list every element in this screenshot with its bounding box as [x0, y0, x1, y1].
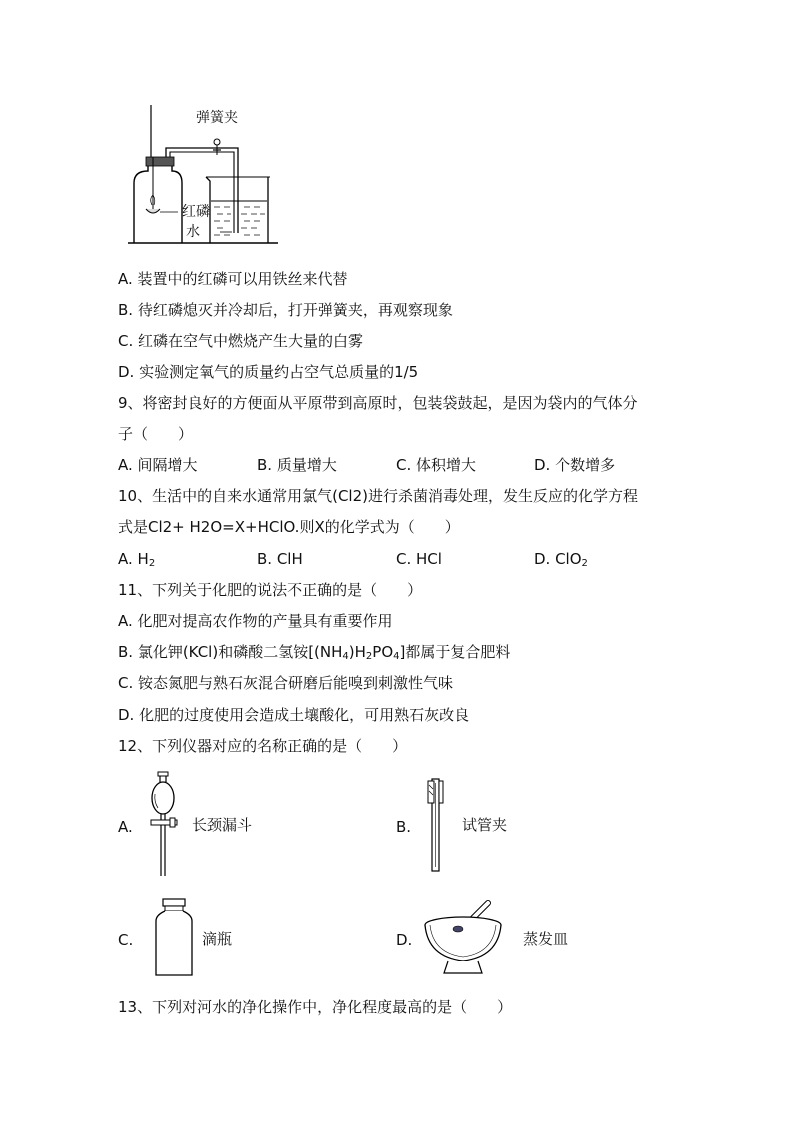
q9-option-b: B. 质量增大	[257, 456, 337, 474]
q11-option-b: B. 氯化钾(KCl)和磷酸二氢铵$[(NH_4)H_2PO_4]$都属于复合肥料	[118, 643, 511, 662]
label-red-phosphorus: 红磷	[182, 204, 210, 220]
q8-option-d: D. 实验测定氧气的质量约占空气总质量的1/5	[118, 363, 419, 381]
q8-option-a: A. 装置中的红磷可以用铁丝来代替	[118, 270, 348, 288]
q10-option-d: D. ClO$_2$	[534, 550, 588, 569]
q11-option-a: A. 化肥对提高农作物的产量具有重要作用	[118, 612, 393, 630]
q8-option-c: C. 红磷在空气中燃烧产生大量的白雾	[118, 332, 364, 350]
q12-item-d-name: 蒸发皿	[523, 930, 569, 948]
q11-option-c: C. 铵态氮肥与熟石灰混合研磨后能嗅到刺激性气味	[118, 674, 454, 692]
q9-option-a: A. 间隔增大	[118, 456, 198, 474]
q9-stem-line2: 子（ ）	[118, 425, 194, 443]
q10-option-a: A. $H_2$	[118, 550, 156, 569]
q8-option-b: B. 待红磷熄灭并冷却后，打开弹簧夹，再观察现象	[118, 301, 453, 319]
q12-item-c-name: 滴瓶	[202, 930, 233, 948]
q12-stem: 12、下列仪器对应的名称正确的是（ ）	[118, 737, 408, 755]
q12-item-a-name: 长颈漏斗	[192, 816, 253, 834]
q11-stem: 11、下列关于化肥的说法不正确的是（ ）	[118, 581, 423, 599]
q10-stem-line1: 10、生活中的自来水通常用氯气(Cl2)进行杀菌消毒处理，发生反应的化学方程	[118, 487, 638, 505]
q9-option-c: C. 体积增大	[396, 456, 477, 474]
mortar-and-pestle-icon	[418, 895, 508, 980]
q10-stem-line2: 式是Cl2+ H2O=X+HClO.则X的化学式为（ ）	[118, 518, 460, 536]
q12-item-b-name: 试管夹	[462, 816, 508, 834]
test-tube-clamp-icon	[420, 775, 450, 875]
q12-item-c-letter: C.	[118, 931, 134, 949]
q9-option-d: D. 个数增多	[534, 456, 616, 474]
q9-stem-line1: 9、将密封良好的方便面从平原带到高原时，包装袋鼓起，是因为袋内的气体分	[118, 394, 638, 412]
q12-item-b-letter: B.	[396, 818, 412, 836]
label-water: 水	[186, 224, 200, 240]
q10-option-c: C. HCl	[396, 550, 442, 568]
separatory-funnel-icon	[140, 770, 190, 882]
q12-item-d-letter: D.	[396, 931, 413, 949]
q13-stem: 13、下列对河水的净化操作中，净化程度最高的是（ ）	[118, 998, 513, 1016]
q11-option-d: D. 化肥的过度使用会造成土壤酸化，可用熟石灰改良	[118, 706, 470, 724]
q12-item-a-letter: A.	[118, 818, 133, 836]
reagent-bottle-icon	[150, 897, 200, 979]
label-spring-clamp: 弹簧夹	[196, 110, 238, 126]
q10-option-b: B. ClH	[257, 550, 303, 568]
